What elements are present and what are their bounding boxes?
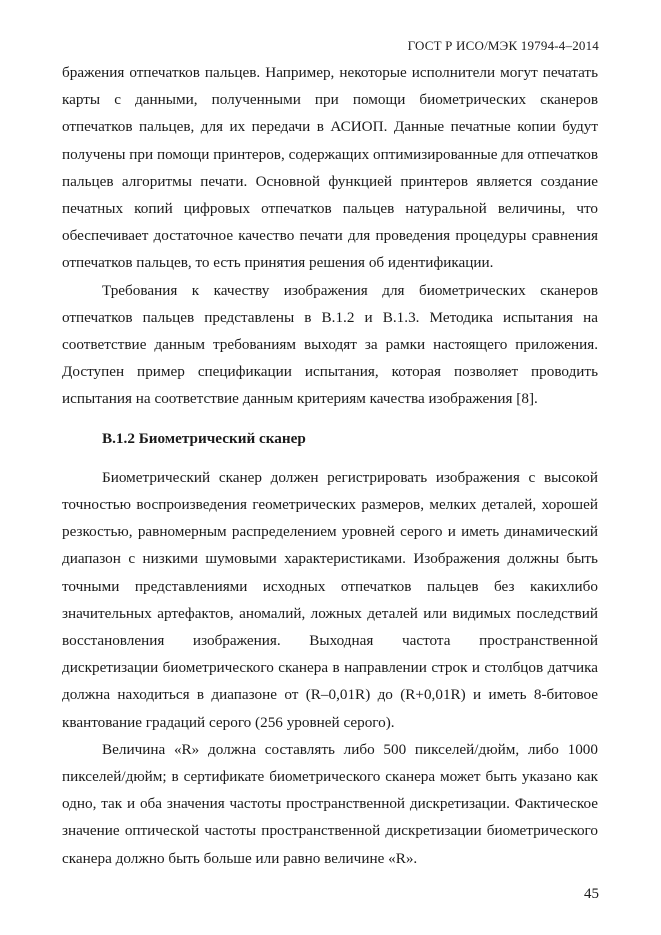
document-header	[408, 38, 599, 54]
paragraph-requirements: Требования к качеству изображения для биометрических сканеров отпечатков пальцев представлены в В.1.2 и В.1.3. Методика испытания на соответствие данным требованиям выходят за рамки настоящего приложения. Доступен пример спецификации испытания, которая позволяет проводить испытания на соответствие данным критериям качества изображения [8].	[62, 281, 598, 408]
standard-designation: ГОСТ Р ИСО/МЭК 19794-4–2014	[407, 38, 599, 53]
document-body	[62, 59, 598, 872]
paragraph-value-r: Величина «R» должна составлять либо 500 пикселей/дюйм, либо 1000 пикселей/дюйм; в сертификате биометрического сканера может быть указано как одно, так и оба значения частоты пространственной дискретизации. Фактическое значение оптической частоты пространственной дискретизации биометрического сканера должно быть больше или равно величине «R».	[62, 740, 598, 867]
page-number: 45	[584, 886, 599, 902]
section-heading: В.1.2 Биометрический сканер	[102, 429, 306, 447]
paragraph-scanner: Биометрический сканер должен регистрировать изображения с высокой точностью воспроизведения геометрических размеров, мелких деталей, хорошей резкостью, равномерным распределением уровней серого и иметь динамический диапазон с низкими шумовыми характеристиками. Изображения должны быть точными представлениями исходных отпечатков пальцев без какихлибо значительных артефактов, аномалий, ложных деталей или видимых последствий восстановления изображения. Выходная частота пространственной дискретизации биометрического сканера в направлении строк и столбцов датчика должна находиться в диапазоне от (R–0,01R) до (R+0,01R) и иметь 8-битовое квантование градаций серого (256 уровней серого).	[62, 468, 598, 731]
paragraph-continued: бражения отпечатков пальцев. Например, некоторые исполнители могут печатать карты с данными, полученными при помощи биометрических сканеров отпечатков пальцев, для их передачи в АСИОП. Данные печатные копии будут получены при помощи принтеров, содержащих оптимизированные для отпечатков пальцев алгоритмы печати. Основной функцией принтеров является создание печатных копий цифровых отпечатков пальцев натуральной величины, что обеспечивает достаточное качество печати для проведения процедуры сравнения отпечатков пальцев, то есть принятия решения об идентификации.	[62, 64, 598, 272]
